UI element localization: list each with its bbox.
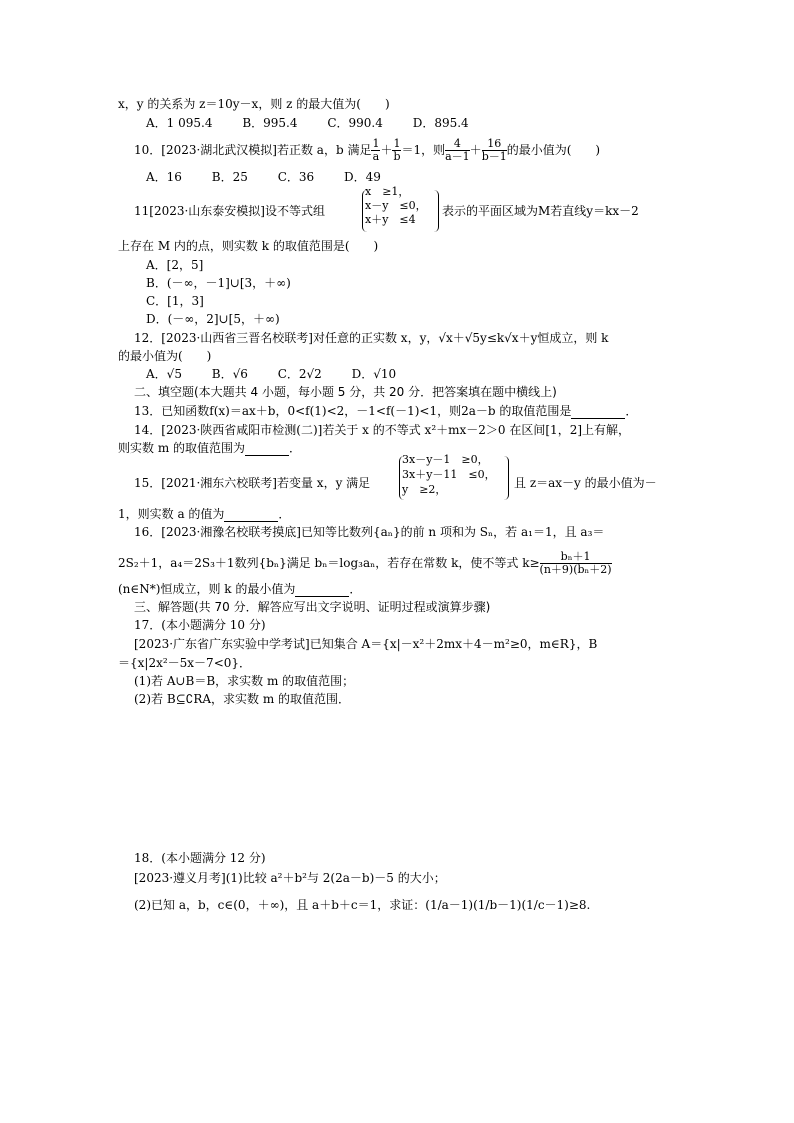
q15-line2: [118, 506, 290, 522]
q11-option-a: A．[2，5]: [146, 258, 204, 272]
q10-frac-16: $\frac{16}{b-1}$: [481, 137, 507, 163]
q18-part2: [134, 897, 590, 913]
q18-part2-text: (2)已知 a，b，c∈(0，＋∞)，且 a＋b＋c＝1，求证：: [134, 898, 426, 912]
q12-line2: 的最小值为( ): [118, 349, 212, 363]
q16-line1: 16．[2023·湘豫名校联考摸底]已知等比数列{aₙ}的前 n 项和为 Sₙ，若 a₁＝1，且 a₃＝: [134, 525, 605, 539]
q10-prefix: 10．[2023·湖北武汉模拟]若正数 a，b 满足: [134, 143, 372, 157]
q16-text: 2S₂＋1，a₄＝2S₃＋1数列{bₙ}满足 bₙ＝log₃aₙ，若存在常数 k，使不等式 k≥: [118, 556, 540, 570]
q9-options: [146, 115, 495, 131]
q9-tail: x，y 的关系为 z＝10y－x，则 z 的最大值为( ): [118, 97, 390, 111]
q13: [134, 403, 637, 419]
q11-ineq-1: x ≥1，: [365, 185, 410, 198]
q12-option-c: C．2√2: [277, 367, 322, 381]
q13-answer-blank[interactable]: [571, 406, 625, 419]
q16-fraction: $\frac{\text{bₙ＋1}}{\text{(n＋9)(bₙ＋2)}}$: [539, 550, 612, 576]
q10-frac-4: $\frac{4}{a-1}$: [445, 137, 470, 163]
q10-option-a: A．16: [146, 170, 182, 184]
q16-answer-blank[interactable]: [295, 584, 349, 597]
q17-part2: (2)若 B⊆∁RA，求实数 m 的取值范围．: [134, 692, 351, 706]
q11-option-b: B．(－∞，－1]∪[3，＋∞): [146, 276, 291, 290]
q10-suffix: 的最小值为( ): [506, 143, 601, 157]
section-fill-in-heading: 二、填空题(本大题共 4 小题，每小题 5 分，共 20 分．把答案填在题中横线上): [134, 385, 557, 399]
q14-period: ．: [289, 441, 302, 455]
q16-period: ．: [349, 582, 362, 596]
q18-inequality: (1/a－1)(1/b－1)(1/c－1)≥8.: [425, 898, 591, 912]
q11-ineq-2: x－y ≤0，: [365, 199, 427, 212]
q11-line2: 上存在 M 内的点，则实数 k 的取值范围是( ): [118, 239, 379, 253]
q18-head: 18．(本小题满分 12 分): [134, 851, 266, 865]
q13-text: 13．已知函数f(x)＝ax＋b，0<f(1)<2，－1<f(－1)<1，则2a－b 的取值范围是: [134, 404, 572, 418]
q15-system: [402, 454, 496, 496]
q9-option-a: A．1 095.4: [146, 116, 213, 130]
q12-option-b: B．√6: [211, 367, 248, 381]
q17-line1: [2023·广东省广东实验中学考试]已知集合 A＝{x|－x²＋2mx＋4－m²≥0，m∈R}，B: [134, 637, 598, 651]
q14-answer-blank[interactable]: [245, 443, 289, 456]
q12-options: [146, 366, 422, 382]
q15-suffix: 且 z＝ax－y 的最小值为－: [514, 476, 657, 490]
q9-option-c: C．990.4: [327, 116, 383, 130]
q16-text-3: (n∈N*)恒成立，则 k 的最小值为: [118, 582, 296, 596]
q10-stem: [134, 136, 600, 164]
q15-ineq-1: 3x－y－1 ≥0，: [402, 453, 489, 466]
q14-text: 则实数 m 的取值范围为: [118, 441, 246, 455]
q15-ineq-3: y ≥2，: [402, 483, 447, 496]
section-answer-heading: 三、解答题(共 70 分．解答应写出文字说明、证明过程或演算步骤): [134, 600, 491, 614]
q15-period: ．: [278, 507, 291, 521]
q15-ineq-2: 3x＋y－11 ≤0，: [402, 468, 496, 481]
q11-suffix: 表示的平面区域为M若直线y＝kx－2: [442, 204, 639, 218]
q15-answer-blank[interactable]: [224, 509, 278, 522]
q17-line2: ＝{x|2x²－5x－7<0}．: [118, 656, 252, 670]
q12-option-a: A．√5: [146, 367, 182, 381]
q9-option-b: B．995.4: [242, 116, 298, 130]
q10-option-c: C．36: [277, 170, 315, 184]
q9-option-d: D．895.4: [412, 116, 469, 130]
q12-option-d: D．√10: [351, 367, 397, 381]
q15-text: 1，则实数 a 的值为: [118, 507, 225, 521]
q10-plus-2: ＋: [469, 143, 482, 157]
q13-period: ．: [625, 404, 638, 418]
q10-options: [146, 169, 407, 185]
q12-line1: 12．[2023·山西省三晋名校联考]对任意的正实数 x，y，√x＋√5y≤k√x＋y恒成立，则 k: [134, 331, 609, 345]
q11-option-c: C．[1，3]: [146, 294, 204, 308]
q17-head: 17．(本小题满分 10 分): [134, 618, 266, 632]
q11-system: [365, 186, 427, 226]
q16-line3: [118, 581, 361, 597]
q10-plus-1: ＋: [380, 143, 393, 157]
q10-option-d: D．49: [343, 170, 381, 184]
q10-frac-1a: $\frac{1}{a}$: [372, 137, 380, 163]
q18-part1: [2023·遵义月考](1)比较 a²＋b²与 2(2a－b)－5 的大小；: [134, 871, 446, 885]
q14-line2: [118, 440, 301, 456]
q16-line2: [118, 548, 612, 578]
q10-mid: ＝1，则: [401, 143, 446, 157]
q10-frac-1b: $\frac{1}{b}$: [393, 137, 401, 163]
q17-part1: (1)若 A∪B＝B，求实数 m 的取值范围；: [134, 674, 355, 688]
q15-brace-right: [504, 456, 509, 500]
q11-option-d: D．(－∞，2]∪[5，＋∞): [146, 312, 280, 326]
q11-brace-right: [434, 190, 439, 232]
q10-option-b: B．25: [211, 170, 248, 184]
q14-line1: 14．[2023·陕西省咸阳市检测(二)]若关于 x 的不等式 x²＋mx－2＞0 在区间[1，2]上有解，: [134, 423, 631, 437]
q11-prefix: 11[2023·山东泰安模拟]设不等式组: [134, 204, 325, 218]
q15-prefix: 15．[2021·湘东六校联考]若变量 x，y 满足: [134, 476, 371, 490]
q11-ineq-3: x＋y ≤4: [365, 213, 416, 226]
